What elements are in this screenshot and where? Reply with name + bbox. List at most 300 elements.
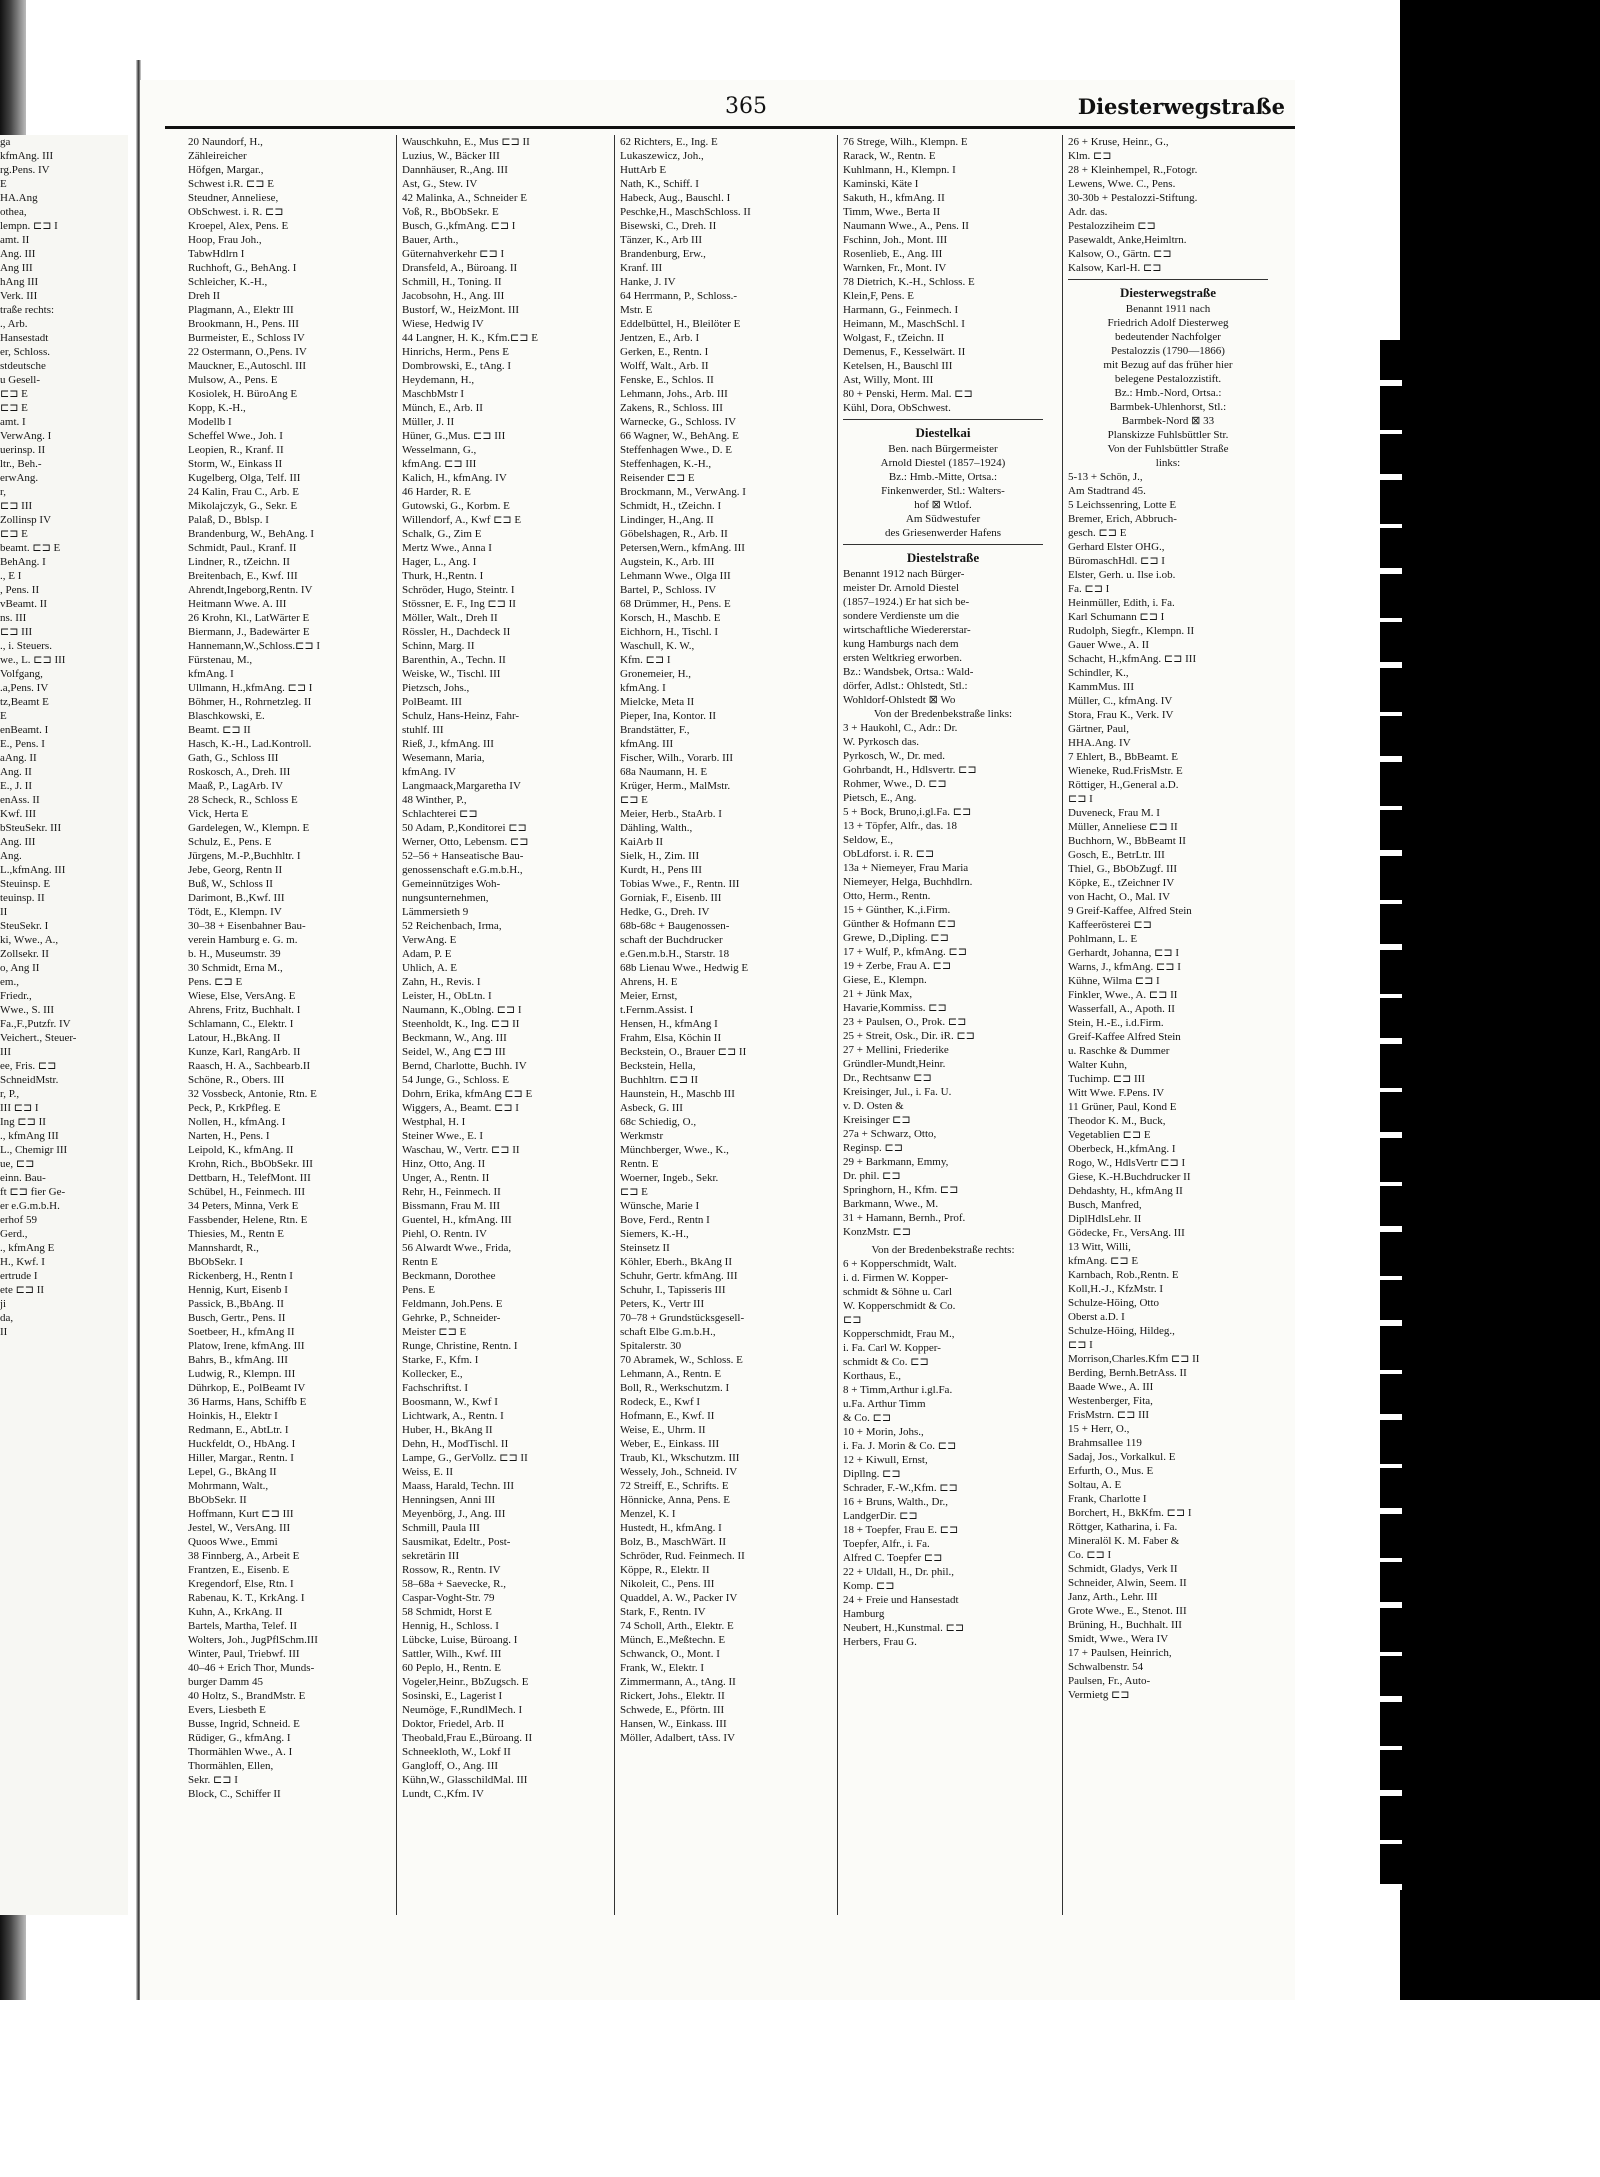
directory-line: Brüning, H., Buchhalt. III <box>1068 1619 1182 1631</box>
directory-line: 18 + Toepfer, Frau E. ⊏⊐ <box>843 1524 959 1536</box>
directory-line: Schwede, E., Pförtn. III <box>620 1704 725 1716</box>
directory-line: ⊏⊐ E <box>0 388 28 400</box>
directory-line: Lämmersieth 9 <box>402 906 469 918</box>
directory-line: 44 Langner, H. K., Kfm.⊏⊐ E <box>402 332 538 344</box>
directory-line: Hustedt, H., kfmAng. I <box>620 1522 722 1534</box>
directory-line: Fschinn, Joh., Mont. III <box>843 234 948 246</box>
directory-line: Sausmikat, Edeltr., Post- <box>402 1536 511 1548</box>
directory-line: meister Dr. Arnold Diestel <box>843 582 960 594</box>
directory-line: Oberst a.D. I <box>1068 1311 1125 1323</box>
directory-line: Toepfer, Alfr., i. Fa. <box>843 1538 930 1550</box>
directory-line: 28 Scheck, R., Schloss E <box>188 794 298 806</box>
directory-line: Rabenau, K. T., KrkAng. I <box>188 1592 305 1604</box>
directory-line: Huckfeldt, O., HbAng. I <box>188 1438 296 1450</box>
directory-line: Tobias Wwe., F., Rentn. III <box>620 878 740 890</box>
directory-line: Frahm, Elsa, Köchin II <box>620 1032 722 1044</box>
directory-line: Busch, G.,kfmAng. ⊏⊐ I <box>402 220 516 232</box>
directory-line: 30 Schmidt, Erna M., <box>188 962 283 974</box>
directory-line: o, Ang II <box>0 962 40 974</box>
directory-line: nungsunternehmen, <box>402 892 489 904</box>
directory-line: Leipold, K., kfmAng. II <box>188 1144 294 1156</box>
directory-line: erwAng. <box>0 472 39 484</box>
directory-line: Quaddel, A. W., Packer IV <box>620 1592 738 1604</box>
directory-line: Pens. E <box>402 1284 435 1296</box>
directory-line: Wiggers, A., Beamt. ⊏⊐ I <box>402 1102 519 1114</box>
directory-line: Schindler, K., <box>1068 667 1129 679</box>
directory-line: Stössner, E. F., Ing ⊏⊐ II <box>402 598 516 610</box>
directory-line: Brahmsallee 119 <box>1068 1437 1142 1449</box>
directory-line: E., Pens. I <box>0 738 45 750</box>
directory-line: Münch, E.,Meßtechn. E <box>620 1634 726 1646</box>
directory-line: Modellb I <box>188 416 232 428</box>
directory-line: Fenske, E., Schlos. II <box>620 374 714 386</box>
directory-line: Münch, E., Arb. II <box>402 402 483 414</box>
directory-line: Caspar-Voght-Str. 79 <box>402 1592 495 1604</box>
directory-line: Rossow, R., Rentn. IV <box>402 1564 501 1576</box>
directory-line: Kranf. III <box>620 262 663 274</box>
directory-line: burger Damm 45 <box>188 1676 263 1688</box>
directory-line: Steudner, Anneliese, <box>188 192 279 204</box>
directory-line: 78 Dietrich, K.-H., Schloss. E <box>843 276 975 288</box>
directory-line: Busch, Gertr., Pens. II <box>188 1312 286 1324</box>
directory-line: Wauschkuhn, E., Mus ⊏⊐ II <box>402 136 530 148</box>
directory-line: Zollsekr. II <box>0 948 49 960</box>
directory-line: Narten, H., Pens. I <box>188 1130 270 1142</box>
directory-line: da, <box>0 1312 14 1324</box>
directory-line: Friedr., <box>0 990 32 1002</box>
directory-line: Dipllng. ⊏⊐ <box>843 1468 901 1480</box>
directory-line: Schneider, Alwin, Seem. II <box>1068 1577 1187 1589</box>
directory-line: Alfred C. Toepfer ⊏⊐ <box>843 1552 943 1564</box>
directory-line: Ang III <box>0 262 33 274</box>
directory-line: W. Pyrkosch das. <box>843 736 919 748</box>
directory-line: 32 Vossbeck, Antonie, Rtn. E <box>188 1088 317 1100</box>
directory-line: othea, <box>0 206 27 218</box>
directory-line: Lehmann, A., Rentn. E <box>620 1368 722 1380</box>
directory-line: Rieß, J., kfmAng. III <box>402 738 494 750</box>
directory-line: er, Schloss. <box>0 346 50 358</box>
directory-line: Ang. II <box>0 766 32 778</box>
directory-line: Warns, J., kfmAng. ⊏⊐ I <box>1068 961 1181 973</box>
directory-line: 48 Winther, P., <box>402 794 467 806</box>
directory-line: Asbeck, G. III <box>620 1102 683 1114</box>
side-heading-right: Von der Bredenbekstraße rechts: <box>871 1244 1015 1256</box>
directory-line: Münchberger, Wwe., K., <box>620 1144 729 1156</box>
directory-line: 15 + Günther, K.,i.Firm. <box>843 904 951 916</box>
directory-line: Pens. ⊏⊐ E <box>188 976 243 988</box>
directory-line: Gath, G., Schloss III <box>188 752 279 764</box>
directory-line: rg.Pens. IV <box>0 164 50 176</box>
directory-line: Kühn,W., GlasschildMal. III <box>402 1774 528 1786</box>
directory-line: Storm, W., Einkass II <box>188 458 283 470</box>
directory-line: ertrude I <box>0 1270 38 1282</box>
directory-line: Otto, Herm., Rentn. <box>843 890 931 902</box>
directory-line: Petersen,Wern., kfmAng. III <box>620 542 745 554</box>
directory-line: Rentn. E <box>620 1158 659 1170</box>
directory-line: ., E I <box>0 570 22 582</box>
directory-line: 64 Herrmann, P., Schloss.- <box>620 290 738 302</box>
directory-line: 40–46 + Erich Thor, Munds- <box>188 1662 315 1674</box>
diesterwegstrasse-entries <box>1068 470 1268 1702</box>
directory-line: Janz, Arth., Lehr. III <box>1068 1591 1158 1603</box>
column-5 <box>1068 135 1268 1915</box>
directory-line: Frank, W., Elektr. I <box>620 1662 705 1674</box>
directory-line: mit Bezug auf das früher hier <box>1103 359 1233 371</box>
directory-line: tz,Beamt E <box>0 696 49 708</box>
directory-line: Schulz, E., Pens. E <box>188 836 272 848</box>
directory-line: Lübcke, Luise, Büroang. I <box>402 1634 518 1646</box>
directory-line: Oberbeck, H.,kfmAng. I <box>1068 1143 1176 1155</box>
directory-line: Herbers, Frau G. <box>843 1636 917 1648</box>
directory-line: Henningsen, Anni III <box>402 1494 496 1506</box>
directory-line: 19 + Zerbe, Frau A. ⊏⊐ <box>843 960 952 972</box>
directory-line: Kwf. III <box>0 808 37 820</box>
directory-line: Buß, W., Schloss II <box>188 878 273 890</box>
directory-line: 29 + Barkmann, Emmy, <box>843 1156 949 1168</box>
directory-line: ⊏⊐ I <box>1068 793 1093 805</box>
directory-line: 20 Naundorf, H., <box>188 136 263 148</box>
directory-line: .a,Pens. IV <box>0 682 49 694</box>
directory-line: Von der Fuhlsbüttler Straße <box>1107 443 1229 455</box>
directory-line: Leister, H., ObLtn. I <box>402 990 492 1002</box>
directory-line: Thiel, G., BbObZugf. III <box>1068 863 1178 875</box>
directory-line: Reginsp. ⊏⊐ <box>843 1142 903 1154</box>
directory-line: 17 + Paulsen, Heinrich, <box>1068 1647 1172 1659</box>
column-divider <box>396 135 397 1915</box>
directory-line: verein Hamburg e. G. m. <box>188 934 298 946</box>
directory-line: Runge, Christine, Rentn. I <box>402 1340 518 1352</box>
directory-line: Rickert, Johs., Elektr. II <box>620 1690 725 1702</box>
directory-line: Röttger, Katharina, i. Fa. <box>1068 1521 1178 1533</box>
directory-line: Fa.,F.,Putzfr. IV <box>0 1018 71 1030</box>
column-5-entries <box>1068 135 1268 275</box>
section-rule <box>1068 279 1268 280</box>
directory-line: kfmAng. III <box>620 738 674 750</box>
directory-line: Koll,H.-J., KfzMstr. I <box>1068 1283 1164 1295</box>
directory-line: Zähleireicher <box>188 150 247 162</box>
directory-line: KaiArb II <box>620 836 664 848</box>
directory-line: L.,kfmAng. III <box>0 864 66 876</box>
directory-line: 7 Ehlert, B., BbBeamt. E <box>1068 751 1178 763</box>
directory-line: Unger, A., Rentn. II <box>402 1172 490 1184</box>
directory-line: Weiss, E. II <box>402 1466 454 1478</box>
directory-line: Maaß, P., LagArb. IV <box>188 780 284 792</box>
directory-line: Harmann, G., Feinmech. I <box>843 304 959 316</box>
column-divider <box>1062 135 1063 1915</box>
directory-line: Dettbarn, H., TelefMont. III <box>188 1172 311 1184</box>
directory-line: Smidt, Wwe., Wera IV <box>1068 1633 1169 1645</box>
directory-line: Krohn, Rich., BbObSekr. III <box>188 1158 313 1170</box>
directory-line: Güternahverkehr ⊏⊐ I <box>402 248 505 260</box>
directory-line: Vegetablien ⊏⊐ E <box>1068 1129 1151 1141</box>
directory-line: i. Fa. J. Morin & Co. ⊏⊐ <box>843 1440 957 1452</box>
directory-line: Finkenwerder, Stl.: Walters- <box>881 485 1005 497</box>
directory-line: Ast, Willy, Mont. III <box>843 374 934 386</box>
directory-line: Barkmann, Wwe., M. <box>843 1198 939 1210</box>
directory-line: Soetbeer, H., kfmAng II <box>188 1326 295 1338</box>
directory-line: Wwe., S. III <box>0 1004 55 1016</box>
directory-line: Kopp, K.-H., <box>188 402 246 414</box>
directory-line: u Gesell- <box>0 374 41 386</box>
directory-line: BbObSekr. II <box>188 1494 247 1506</box>
page-header <box>165 90 1295 130</box>
directory-line: Raasch, H. A., Sachbearb.II <box>188 1060 311 1072</box>
directory-line: PolBeamt. III <box>402 696 462 708</box>
directory-line: Evers, Liesbeth E <box>188 1704 266 1716</box>
directory-line: 46 Harder, R. E <box>402 486 471 498</box>
directory-line: 9 Greif-Kaffee, Alfred Stein <box>1068 905 1192 917</box>
directory-line: 40 Holtz, S., BrandMstr. E <box>188 1690 306 1702</box>
directory-line: Gründler-Mundt,Heinr. <box>843 1058 946 1070</box>
directory-line: Gohrbandt, H., Hdlsvertr. ⊏⊐ <box>843 764 977 776</box>
directory-line: Heydemann, H., <box>402 374 475 386</box>
directory-line: Hennig, Kurt, Eisenb I <box>188 1284 288 1296</box>
directory-line: Sadaj, Jos., Vorkalkul. E <box>1068 1451 1176 1463</box>
directory-line: Kühne, Wilma ⊏⊐ I <box>1068 975 1160 987</box>
directory-line: Veichert., Steuer- <box>0 1032 77 1044</box>
directory-line: Steffenhagen Wwe., D. E <box>620 444 733 456</box>
directory-line: 68b Lienau Wwe., Hedwig E <box>620 962 749 974</box>
directory-line: 5 + Bock, Bruno,i.gl.Fa. ⊏⊐ <box>843 806 972 818</box>
section-title-diesterwegstrasse: Diesterwegstraße <box>1119 285 1216 300</box>
directory-line: Hamburg <box>843 1608 885 1620</box>
directory-line: Fürstenau, M., <box>188 654 253 666</box>
directory-line: W. Kopperschmidt & Co. <box>843 1300 956 1312</box>
directory-line: E <box>0 178 7 190</box>
directory-line: KammMus. III <box>1068 681 1134 693</box>
side-heading-left: Von der Bredenbekstraße links: <box>873 708 1013 720</box>
directory-line: Bahrs, B., kfmAng. III <box>188 1354 288 1366</box>
directory-line: Dähling, Walth., <box>620 822 693 834</box>
directory-line: Grewe, D.,Dipling. ⊏⊐ <box>843 932 949 944</box>
directory-line: Busse, Ingrid, Schneid. E <box>188 1718 300 1730</box>
directory-line: Rickenberg, H., Rentn I <box>188 1270 293 1282</box>
directory-line: Kopperschmidt, Frau M., <box>843 1328 955 1340</box>
directory-line: Göbelshagen, R., Arb. II <box>620 528 728 540</box>
directory-line: Müller, Anneliese ⊏⊐ II <box>1068 821 1178 833</box>
directory-line: Greif-Kaffee Alfred Stein <box>1068 1031 1181 1043</box>
left-page-lines <box>0 135 128 1339</box>
directory-line: Naumann, K.,Oblng. ⊏⊐ I <box>402 1004 522 1016</box>
directory-line: 60 Peplo, H., Rentn. E <box>402 1662 501 1674</box>
directory-line: Piehl, O. Rentn. IV <box>402 1228 487 1240</box>
directory-line: Ang. III <box>0 248 36 260</box>
directory-line: Pestalozzis (1790—1866) <box>1111 345 1225 357</box>
directory-line: ete ⊏⊐ II <box>0 1284 45 1296</box>
directory-line: Vick, Herta E <box>188 808 249 820</box>
directory-line: Beckmann, W., Ang. III <box>402 1032 507 1044</box>
directory-line: Baade Wwe., A. III <box>1068 1381 1154 1393</box>
directory-line: Dührkop, E., PolBeamt IV <box>188 1382 306 1394</box>
directory-line: 26 Krohn, Kl., LatWärter E <box>188 612 310 624</box>
directory-line: Mannshardt, R., <box>188 1242 259 1254</box>
directory-line: Westenberger, Fita, <box>1068 1395 1153 1407</box>
directory-line: ., kfmAng E <box>0 1242 55 1254</box>
directory-line: Kuhlmann, H., Klempn. I <box>843 164 956 176</box>
directory-line: ⊏⊐ III <box>0 500 33 512</box>
directory-line: Hoinkis, H., Elektr I <box>188 1410 278 1422</box>
directory-line: Am Stadtrand 45. <box>1068 485 1146 497</box>
directory-line: r, P., <box>0 1088 20 1100</box>
directory-line: Mulsow, A., Pens. E <box>188 374 278 386</box>
directory-line: Möller, Adalbert, tAss. IV <box>620 1732 736 1744</box>
directory-line: Roskosch, A., Dreh. III <box>188 766 291 778</box>
directory-line: ki, Wwe., A., <box>0 934 59 946</box>
directory-line: LandgerDir. ⊏⊐ <box>843 1510 918 1522</box>
directory-line: Beckstein, O., Brauer ⊏⊐ II <box>620 1046 747 1058</box>
directory-line: Tuchimp. ⊏⊐ III <box>1068 1073 1145 1085</box>
directory-line: Steenholdt, K., Ing. ⊏⊐ II <box>402 1018 520 1030</box>
directory-line: FrisMstrn. ⊏⊐ III <box>1068 1409 1150 1421</box>
directory-line: ue, ⊏⊐ <box>0 1158 35 1170</box>
directory-line: 34 Peters, Minna, Verk E <box>188 1200 299 1212</box>
directory-line: schaft der Buchdrucker <box>620 934 723 946</box>
directory-line: Siemers, K.-H., <box>620 1228 689 1240</box>
directory-line: 5 Leichssenring, Lotte E <box>1068 499 1177 511</box>
directory-line: Grote Wwe., E., Stenot. III <box>1068 1605 1187 1617</box>
directory-line: Gorniak, F., Eisenb. III <box>620 892 722 904</box>
directory-line: Rarack, W., Rentn. E <box>843 150 936 162</box>
directory-line: sondere Verdienste um die <box>843 610 960 622</box>
directory-line: Klein,F, Pens. E <box>843 290 914 302</box>
page-number: 365 <box>725 94 767 119</box>
directory-line: Gerhard Elster OHG., <box>1068 541 1165 553</box>
directory-line: Pyrkosch, W., Dr. med. <box>843 750 946 762</box>
directory-line: Gerhardt, Johanna, ⊏⊐ I <box>1068 947 1179 959</box>
directory-line: Paulsen, Fr., Auto- <box>1068 1675 1151 1687</box>
directory-line: links: <box>1155 457 1181 469</box>
directory-line: Traub, Kl., Wkschutzm. III <box>620 1452 740 1464</box>
directory-line: Weiske, W., Tischl. III <box>402 668 501 680</box>
directory-line: Rogo, W., HdlsVertr ⊏⊐ I <box>1068 1157 1186 1169</box>
directory-line: Fachschriftst. I <box>402 1382 468 1394</box>
directory-line: 62 Richters, E., Ing. E <box>620 136 718 148</box>
directory-line: Köppe, R., Elektr. II <box>620 1564 710 1576</box>
directory-line: Wesselmann, G., <box>402 444 477 456</box>
directory-line: Nath, K., Schiff. I <box>620 178 699 190</box>
directory-line: Busch, Manfred, <box>1068 1199 1142 1211</box>
directory-line: lempn. ⊏⊐ I <box>0 220 58 232</box>
directory-line: Wolff, Walt., Arb. II <box>620 360 709 372</box>
directory-line: Kalich, H., kfmAng. IV <box>402 472 507 484</box>
directory-line: Fassbender, Helene, Rtn. E <box>188 1214 308 1226</box>
column-divider <box>837 135 838 1915</box>
column-3 <box>620 135 820 1915</box>
directory-line: Hansestadt <box>0 332 49 344</box>
directory-line: Am Südwestufer <box>905 513 981 525</box>
directory-line: Müller, C., kfmAng. IV <box>1068 695 1173 707</box>
directory-line: Demenus, F., Kesselwärt. II <box>843 346 966 358</box>
directory-line: Walter Kuhn, <box>1068 1059 1127 1071</box>
directory-line: Kosiolek, H. BüroAng E <box>188 388 298 400</box>
directory-line: Jestel, W., VersAng. III <box>188 1522 291 1534</box>
directory-line: Gerken, E., Rentn. I <box>620 346 709 358</box>
directory-line: Schrader, F.-W.,Kfm. ⊏⊐ <box>843 1482 958 1494</box>
directory-line: Elster, Gerh. u. Ilse i.ob. <box>1068 569 1176 581</box>
directory-line: Ruchhoft, G., BehAng. I <box>188 262 297 274</box>
directory-line: aAng. II <box>0 752 37 764</box>
directory-line: Pestalozziheim ⊏⊐ <box>1068 220 1156 232</box>
directory-line: Voß, R., BbObSekr. E <box>402 206 499 218</box>
directory-line: e.Gen.m.b.H., Starstr. 18 <box>620 948 730 960</box>
directory-line: Weise, E., Uhrm. II <box>620 1424 706 1436</box>
header-rule <box>165 126 1295 129</box>
directory-line: Kuhn, A., KrkAng. II <box>188 1606 283 1618</box>
directory-line: 13 Witt, Willi, <box>1068 1241 1131 1253</box>
directory-line: 36 Harms, Hans, Schiffb E <box>188 1396 307 1408</box>
directory-line: Hofmann, E., Kwf. II <box>620 1410 715 1422</box>
directory-line: Schmidt, Paul., Kranf. II <box>188 542 297 554</box>
directory-line: 22 Ostermann, O.,Pens. IV <box>188 346 307 358</box>
directory-line: stuhlf. III <box>402 724 444 736</box>
directory-line: Huber, H., BkAng II <box>402 1424 493 1436</box>
directory-line: Mstr. E <box>620 304 653 316</box>
directory-line: Willendorf, A., Kwf ⊏⊐ E <box>402 514 522 526</box>
directory-line: Eddelbüttel, H., Bleilöter E <box>620 318 741 330</box>
directory-line: Werkmstr <box>620 1130 664 1142</box>
directory-line: Breitenbach, E., Kwf. III <box>188 570 298 582</box>
directory-line: Zakens, R., Schloss. III <box>620 402 723 414</box>
directory-line: Lindinger, H.,Ang. II <box>620 514 714 526</box>
directory-line: ., Arb. <box>0 318 28 330</box>
directory-line: 21 + Jünk Max, <box>843 988 913 1000</box>
diestelstrasse-left-entries <box>843 721 1043 1239</box>
directory-line: Ullmann, H.,kfmAng. ⊏⊐ I <box>188 682 313 694</box>
directory-line: Bove, Ferd., Rentn I <box>620 1214 710 1226</box>
directory-line: u. Raschke & Dummer <box>1068 1045 1170 1057</box>
directory-line: Pietsch, E., Ang. <box>843 792 917 804</box>
directory-line: stdeutsche <box>0 360 46 372</box>
directory-line: amt. I <box>0 416 26 428</box>
directory-line: 80 + Penski, Herm. Mal. ⊏⊐ <box>843 388 973 400</box>
directory-line: Lehmann, Johs., Arb. III <box>620 388 728 400</box>
directory-line: Warnecke, G., Schloss. IV <box>620 416 737 428</box>
directory-line: Timm, Wwe., Berta II <box>843 206 941 218</box>
directory-line: Kfm. ⊏⊐ I <box>620 654 671 666</box>
directory-line: Kreisinger ⊏⊐ <box>843 1114 911 1126</box>
directory-line: Adam, P. E <box>402 948 452 960</box>
directory-line: 58–68a + Saevecke, R., <box>402 1578 506 1590</box>
directory-line: Lundt, C.,Kfm. IV <box>402 1788 484 1800</box>
directory-line: Tänzer, K., Arb III <box>620 234 703 246</box>
directory-line: Burmeister, E., Schloss IV <box>188 332 305 344</box>
directory-line: Jentzen, E., Arb. I <box>620 332 700 344</box>
directory-line: ⊏⊐ E <box>0 528 28 540</box>
section-title-diestelkai: Diestelkai <box>915 425 971 440</box>
directory-line: Stora, Frau K., Verk. IV <box>1068 709 1174 721</box>
directory-line: Brandstätter, F., <box>620 724 690 736</box>
directory-line: Witt Wwe. F.Pens. IV <box>1068 1087 1165 1099</box>
directory-line: Bz.: Hmb.-Nord, Ortsa.: <box>1114 387 1222 399</box>
directory-line: 10 + Morin, Johs., <box>843 1426 924 1438</box>
directory-line: Neumöge, F.,RundlMech. I <box>402 1704 523 1716</box>
directory-line: Palaß, D., Bblsp. I <box>188 514 269 526</box>
directory-line: Theodor K. M., Buck, <box>1068 1115 1166 1127</box>
directory-line: Luzius, W., Bäcker III <box>402 150 500 162</box>
directory-line: 66 Wagner, W., BehAng. E <box>620 430 739 442</box>
directory-line: Brandenburg, Erw., <box>620 248 706 260</box>
directory-line: Zollinsp IV <box>0 514 52 526</box>
directory-line: TabwHdlrn I <box>188 248 245 260</box>
directory-line: Wiese, Hedwig IV <box>402 318 484 330</box>
directory-line: Habeck, Aug., Bauschl. I <box>620 192 731 204</box>
directory-line: ee, Fris. ⊏⊐ <box>0 1060 57 1072</box>
directory-line: 24 + Freie und Hansestadt <box>843 1594 959 1606</box>
directory-line: Kroepel, Alex, Pens. E <box>188 220 289 232</box>
directory-line: Heimann, M., MaschSchl. I <box>843 318 965 330</box>
directory-line: Volfgang, <box>0 668 43 680</box>
directory-line: Dannhäuser, R.,Ang. III <box>402 164 508 176</box>
